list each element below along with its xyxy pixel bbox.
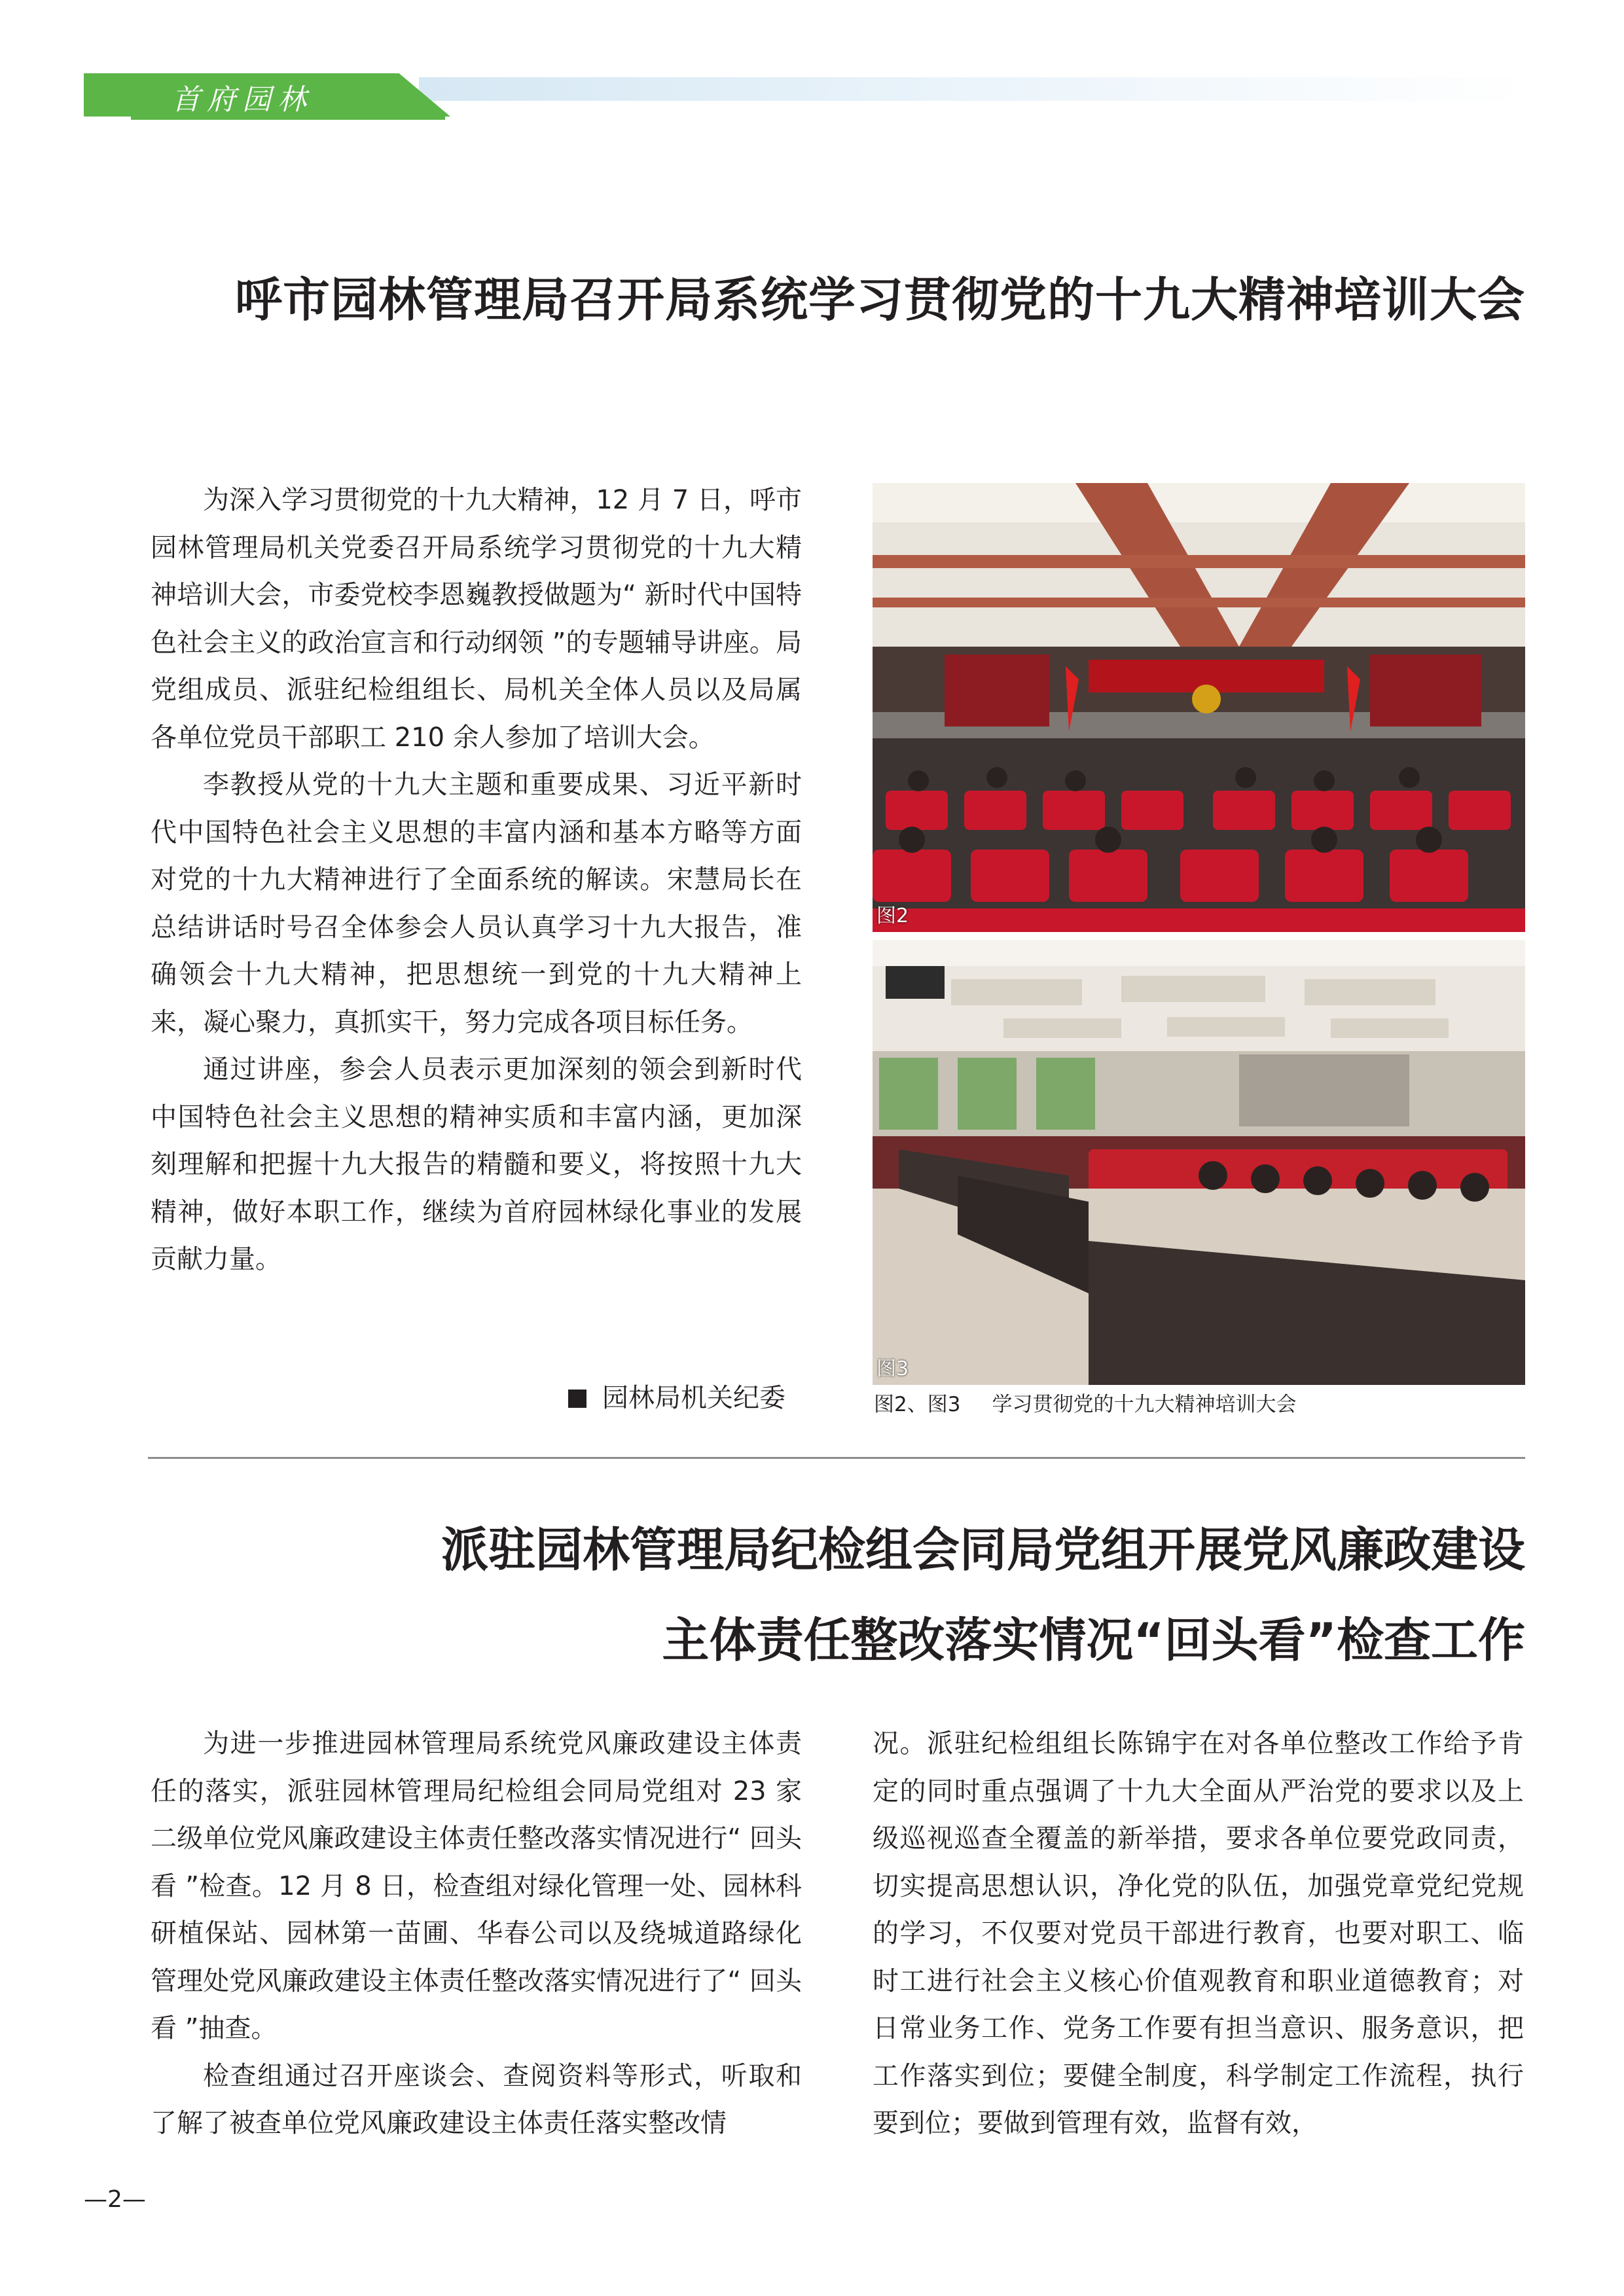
meeting-hall-front-image (873, 483, 1525, 932)
figure-2-label: 图2 (876, 905, 909, 927)
article2-title-line2: 主体责任整改落实情况“回头看”检查工作 (662, 1613, 1525, 1668)
article1-author (568, 1380, 785, 1416)
photo-figure-3 (873, 940, 1525, 1385)
author-name: 园林局机关纪委 (602, 1383, 785, 1413)
article-divider (148, 1457, 1525, 1459)
article1-title: 呼市园林管理局召开局系统学习贯彻党的十九大精神培训大会 (234, 272, 1525, 327)
caption-figure-numbers: 图2、图3 (874, 1393, 961, 1416)
article2-paragraph-continued: 况。派驻纪检组组长陈锦宇在对各单位整改工作给予肯定的同时重点强调了十九大全面从严治党的要求以及上级巡视巡查全覆盖的新举措，要求各单位要党政同责，切实提高思想认识，净化党的队伍，加强党章党纪党规的学习，不仅要对党员干部进行教育，也要对职工、临时工进行社会主义核心价值观教育和职业道德教育；对日常业务工作、党务工作要有担当意识、服务意识，把工作落实到位；要健全制度，科学制定工作流程，执行要到位；要做到管理有效，监督有效， (873, 1729, 1524, 2138)
photo-caption (874, 1388, 1296, 1417)
article2-right-column (873, 1720, 1524, 2147)
author-square-icon (568, 1390, 586, 1408)
header-banner-fade (419, 77, 1532, 101)
caption-text: 学习贯彻党的十九大精神培训大会 (992, 1393, 1297, 1416)
article1-paragraph: 为深入学习贯彻党的十九大精神，12 月 7 日，呼市园林管理局机关党委召开局系统学习贯彻党的十九大精神培训大会，市委党校李恩巍教授做题为“ 新时代中国特色社会主义的政治宣言和行动纲领 ”的专题辅导讲座。局党组成员、派驻纪检组组长、局机关全体人员以及局属各单位党员干部职工 210 余人参加了培训大会。 (151, 485, 802, 753)
section-label: 首府园林 (171, 83, 313, 117)
article2-title-line1: 派驻园林管理局纪检组会同局党组开展党风廉政建设 (441, 1522, 1525, 1577)
article1-paragraph: 李教授从党的十九大主题和重要成果、习近平新时代中国特色社会主义思想的丰富内涵和基本方略等方面对党的十九大精神进行了全面系统的解读。宋慧局长在总结讲话时号召全体参会人员认真学习十九大报告，准确领会十九大精神，把思想统一到党的十九大精神上来，凝心聚力，真抓实干，努力完成各项目标任务。 (151, 770, 802, 1037)
article2-paragraph: 为进一步推进园林管理局系统党风廉政建设主体责任的落实，派驻园林管理局纪检组会同局党组对 23 家二级单位党风廉政建设主体责任整改落实情况进行“ 回头看 ”检查。12 月 8 日，检查组对绿化管理一处、园林科研植保站、园林第一苗圃、华春公司以及绕城道路绿化管理处党风廉政建设主体责任整改落实情况进行了“ 回头看 ”抽查。 (151, 1729, 802, 2043)
article2-paragraph: 检查组通过召开座谈会、查阅资料等形式，听取和了解了被查单位党风廉政建设主体责任落实整改情 (151, 2060, 802, 2138)
article1-body (151, 476, 802, 1283)
meeting-hall-side-image (873, 940, 1525, 1385)
article2-left-column (151, 1720, 802, 2147)
page-number: —2— (84, 2186, 146, 2213)
figure-3-label: 图3 (876, 1357, 909, 1380)
photo-figure-2 (873, 483, 1525, 932)
article1-paragraph: 通过讲座，参会人员表示更加深刻的领会到新时代中国特色社会主义思想的精神实质和丰富内涵，更加深刻理解和把握十九大报告的精髓和要义，将按照十九大精神，做好本职工作，继续为首府园林绿化事业的发展贡献力量。 (151, 1054, 802, 1274)
